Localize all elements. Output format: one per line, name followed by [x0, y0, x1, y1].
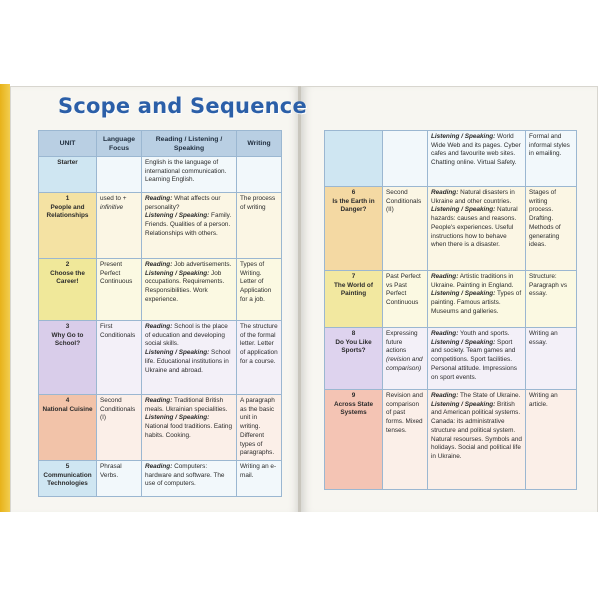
language-cell	[383, 131, 428, 187]
unit-cell	[325, 187, 383, 271]
reading-cell	[428, 271, 526, 328]
reading-text: Natural disasters in Ukraine and other countries.	[431, 189, 515, 205]
listening-text: Sport and society. Team games and competitions. Sport facilities. Personal attitude. Impressions on sport events.	[431, 338, 517, 381]
reading-label: Reading:	[145, 261, 173, 268]
listening-text: World Wide Web and its pages. Cyber cafes and favourite web sites. Chatting online. Virtual Safety.	[431, 133, 521, 167]
language-text: Expressing future actions	[386, 330, 418, 355]
reading-text: Artistic traditions in Ukraine. Painting in England.	[431, 273, 514, 289]
unit-number: 7	[351, 273, 356, 280]
language-text: used to +	[100, 195, 127, 202]
table-header-row	[39, 131, 282, 157]
unit-cell	[39, 321, 97, 395]
reading-label: Reading:	[145, 462, 173, 470]
book-edge	[0, 84, 10, 512]
reading-label: Reading:	[145, 323, 173, 330]
listening-label: Listening / Speaking:	[145, 269, 210, 277]
unit-number: 3	[65, 323, 70, 330]
listening-label: Listening / Speaking:	[431, 206, 496, 214]
table-row	[39, 193, 282, 259]
unit-cell	[39, 460, 97, 496]
unit-name: Why Go to School?	[51, 331, 84, 348]
unit-number: 5	[65, 462, 70, 470]
reading-text: Youth and sports.	[458, 330, 510, 337]
listening-label: Listening / Speaking:	[145, 212, 210, 220]
header-unit: UNIT	[39, 131, 97, 157]
reading-label: Reading:	[431, 273, 459, 280]
unit-name: People and Relationships	[46, 203, 89, 220]
unit-number: 9	[351, 392, 356, 399]
reading-cell	[142, 321, 237, 395]
unit-name: Starter	[57, 159, 78, 166]
language-cell: Past Perfect vs Past Perfect Continuous	[383, 271, 428, 328]
table-row	[325, 271, 577, 328]
unit-cell	[39, 259, 97, 321]
reading-cell	[142, 460, 237, 496]
unit-name: The World of Painting	[334, 281, 373, 298]
language-cell	[97, 157, 142, 193]
unit-number: 4	[65, 397, 70, 404]
table-row	[39, 157, 282, 193]
unit-cell	[39, 193, 97, 259]
unit-number: 2	[65, 261, 70, 268]
listening-label: Listening / Speaking:	[431, 400, 496, 408]
table-row	[325, 328, 577, 390]
table-row	[39, 395, 282, 461]
unit-cell	[325, 271, 383, 328]
language-cell: Second Conditionals (I)	[97, 395, 142, 461]
reading-cell	[142, 193, 237, 259]
unit-cell	[325, 131, 383, 187]
book-gutter	[298, 86, 301, 512]
writing-cell: Formal and informal styles in emailing.	[526, 131, 577, 187]
listening-label: Listening / Speaking:	[431, 133, 496, 140]
table-row	[39, 259, 282, 321]
header-language-focus: Language Focus	[97, 131, 142, 157]
writing-cell	[237, 157, 282, 193]
writing-cell: A paragraph as the basic unit in writing. Different types of paragraphs.	[237, 395, 282, 461]
reading-text: What affects our personality?	[145, 195, 221, 211]
reading-text: Computers: hardware and software. The use of computers.	[145, 462, 225, 488]
listening-label: Listening / Speaking:	[431, 290, 496, 298]
listening-label: Listening / Speaking:	[431, 338, 496, 346]
listening-label: Listening / Speaking:	[145, 349, 210, 357]
reading-text: Traditional British meals. Ukrainian specialities.	[145, 397, 228, 413]
unit-cell	[39, 395, 97, 461]
reading-cell	[142, 395, 237, 461]
page-title: Scope and Sequence	[58, 94, 307, 118]
unit-cell	[325, 390, 383, 490]
language-text-italic: (revision and comparison)	[386, 356, 423, 372]
listening-text: National food traditions. Eating habits. Cooking.	[145, 423, 233, 439]
listening-text: Natural hazards: causes and reasons. People's experiences. Useful instructions how to behave when there is a disaster.	[431, 206, 518, 249]
reading-label: Reading:	[431, 392, 459, 399]
unit-name: Do You Like Sports?	[335, 338, 372, 355]
language-cell: Revision and comparison of past forms. Mixed tenses.	[383, 390, 428, 490]
header-reading: Reading / Listening / Speaking	[142, 131, 237, 157]
table-row	[325, 131, 577, 187]
listening-text: Family. Friends. Qualities of a person. Relationships with others.	[145, 212, 232, 237]
writing-cell: Writing an essay.	[526, 328, 577, 390]
table-row	[325, 390, 577, 490]
listening-text: British and American political systems. Canada: its administrative structure and political system. Natural resourses. Symbols and holidays. Social and political life in Ukraine.	[431, 400, 522, 460]
listening-text: Job occupations. Requirements. Responsibilities. Work experience.	[145, 269, 225, 303]
reading-label: Reading:	[145, 195, 173, 202]
unit-name: National Cuisine	[42, 405, 93, 413]
unit-cell	[325, 328, 383, 390]
reading-text: School is the place of education and developing social skills.	[145, 323, 228, 348]
writing-cell: Stages of writing process. Drafting. Methods of generating ideas.	[526, 187, 577, 271]
language-cell: Second Conditionals (II)	[383, 187, 428, 271]
listening-text: School life. Educational institutions in Ukraine and abroad.	[145, 349, 231, 374]
reading-label: Reading:	[431, 330, 459, 337]
language-cell	[97, 193, 142, 259]
reading-text: Job advertisements.	[172, 261, 232, 268]
writing-cell: The process of writing	[237, 193, 282, 259]
writing-cell: Types of Writing. Letter of Application for a job.	[237, 259, 282, 321]
table-row	[39, 321, 282, 395]
writing-cell: Writing an e-mail.	[237, 460, 282, 496]
unit-name: Is the Earth in Danger?	[332, 197, 375, 214]
language-text-italic: infinitive	[100, 203, 124, 211]
reading-cell	[428, 131, 526, 187]
listening-text: Types of painting. Famous artists. Museums and galleries.	[431, 290, 522, 315]
reading-cell	[428, 187, 526, 271]
language-cell: First Conditionals	[97, 321, 142, 395]
reading-label: Reading:	[145, 397, 173, 404]
reading-text: The State of Ukraine.	[458, 392, 521, 399]
language-cell: Present Perfect Continuous	[97, 259, 142, 321]
language-cell	[383, 328, 428, 390]
unit-number: 8	[351, 330, 356, 337]
listening-label: Listening / Speaking:	[145, 414, 210, 422]
unit-cell	[39, 157, 97, 193]
writing-cell: Writing an article.	[526, 390, 577, 490]
table-row	[39, 460, 282, 496]
background-top	[0, 0, 600, 84]
background-bottom	[0, 512, 600, 600]
writing-cell: Structure: Paragraph vs essay.	[526, 271, 577, 328]
writing-cell: The structure of the formal letter. Letter of application for a course.	[237, 321, 282, 395]
unit-number: 6	[351, 189, 356, 196]
reading-cell: English is the language of international communication. Learning English.	[142, 157, 237, 193]
unit-name: Across State Systems	[333, 400, 374, 417]
header-writing: Writing	[237, 131, 282, 157]
reading-label: Reading:	[431, 189, 459, 196]
table-row	[325, 187, 577, 271]
scope-table-left	[38, 130, 282, 497]
language-cell: Phrasal Verbs.	[97, 460, 142, 496]
unit-name: Communication Technologies	[43, 471, 92, 488]
unit-number: 1	[65, 195, 70, 202]
scope-table-right	[324, 130, 577, 490]
reading-cell	[428, 328, 526, 390]
reading-cell	[428, 390, 526, 490]
reading-cell	[142, 259, 237, 321]
unit-name: Choose the Career!	[50, 269, 85, 286]
